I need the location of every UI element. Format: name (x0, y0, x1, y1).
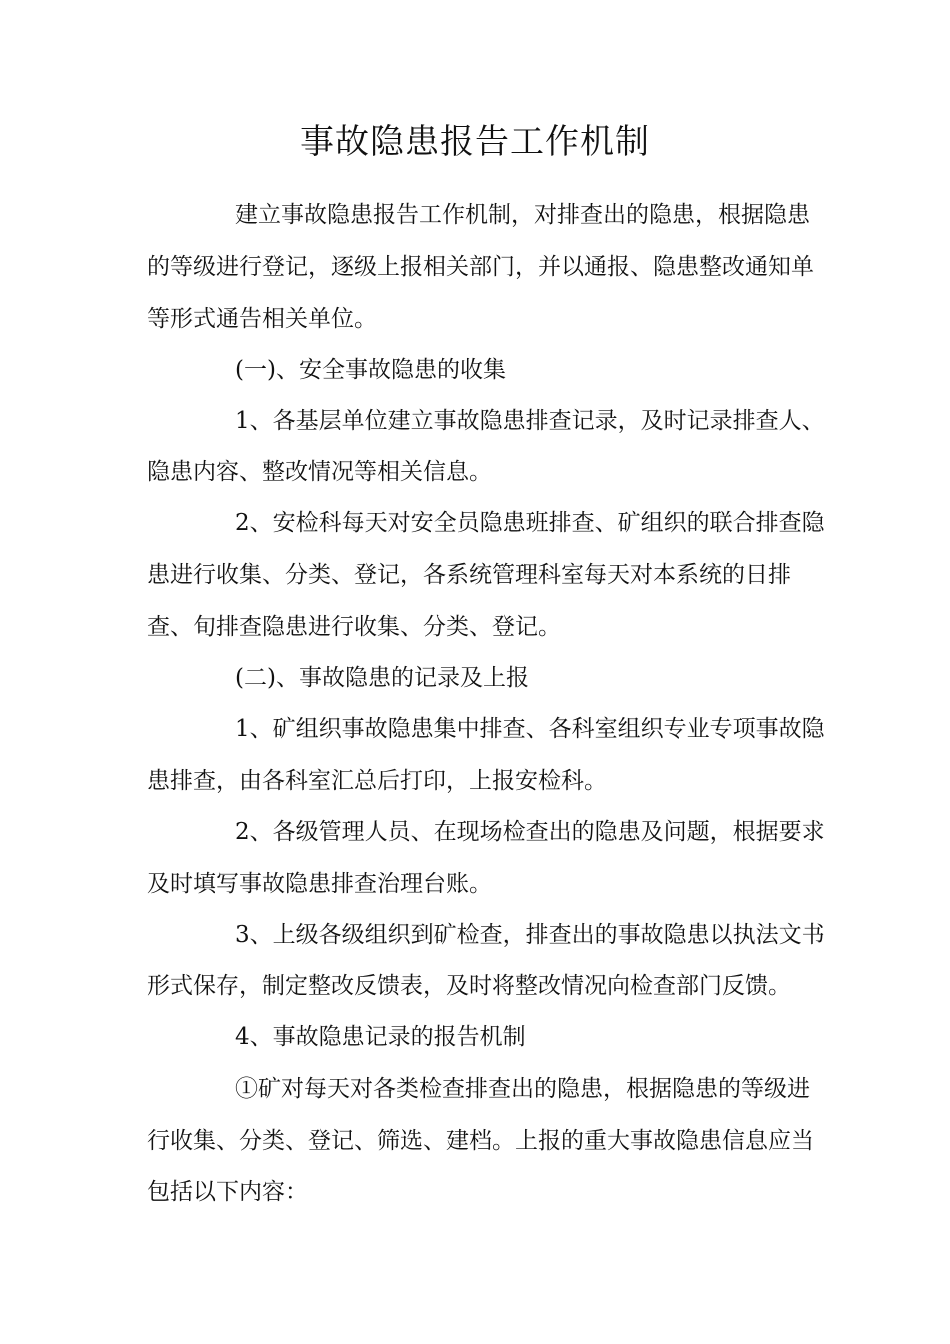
paragraph-line: 1、各基层单位建立事故隐患排查记录，及时记录排查人、 (235, 408, 825, 434)
paragraph-line: ①矿对每天对各类检查排查出的隐患，根据隐患的等级进 (235, 1076, 810, 1102)
paragraph-line: 等形式通告相关单位。 (147, 306, 377, 332)
section-heading: (二)、事故隐患的记录及上报 (235, 665, 529, 691)
paragraph-line: 形式保存，制定整改反馈表，及时将整改情况向检查部门反馈。 (147, 973, 791, 999)
paragraph-line: 行收集、分类、登记、筛选、建档。上报的重大事故隐患信息应当 (147, 1128, 814, 1154)
paragraph-line: 4、事故隐患记录的报告机制 (235, 1024, 526, 1050)
paragraph-line: 包括以下内容： (147, 1179, 308, 1205)
paragraph-line: 及时填写事故隐患排查治理台账。 (147, 871, 492, 897)
paragraph-line: 患进行收集、分类、登记，各系统管理科室每天对本系统的日排 (147, 562, 791, 588)
paragraph-line: 的等级进行登记，逐级上报相关部门，并以通报、隐患整改通知单 (147, 254, 814, 280)
paragraph-line: 查、旬排查隐患进行收集、分类、登记。 (147, 614, 561, 640)
document-title: 事故隐患报告工作机制 (300, 122, 650, 162)
paragraph-line: 患排查，由各科室汇总后打印，上报安检科。 (147, 768, 607, 794)
paragraph-line: 1、矿组织事故隐患集中排查、各科室组织专业专项事故隐 (235, 716, 825, 742)
paragraph-line: 建立事故隐患报告工作机制，对排查出的隐患，根据隐患 (235, 202, 810, 228)
paragraph-line: 2、安检科每天对安全员隐患班排查、矿组织的联合排查隐 (235, 510, 825, 536)
paragraph-line: 隐患内容、整改情况等相关信息。 (147, 459, 492, 485)
paragraph-line: 2、各级管理人员、在现场检查出的隐患及问题，根据要求 (235, 819, 825, 845)
section-heading: (一)、安全事故隐患的收集 (235, 357, 506, 383)
paragraph-line: 3、上级各级组织到矿检查，排查出的事故隐患以执法文书 (235, 922, 825, 948)
